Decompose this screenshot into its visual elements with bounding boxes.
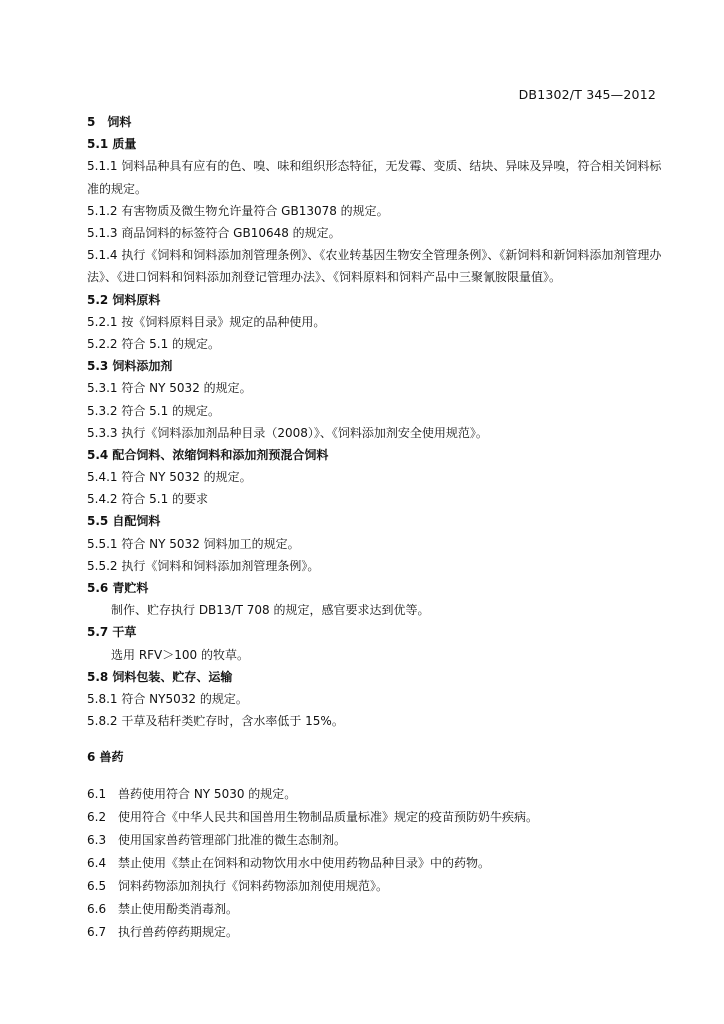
- section-5-1-title: 5.1 质量: [87, 137, 137, 152]
- clause-5-2-1: 5.2.1 按《饲料原料目录》规定的品种使用。: [87, 314, 326, 329]
- clause-5-6-text: 制作、贮存执行 DB13/T 708 的规定，感官要求达到优等。: [111, 603, 430, 618]
- list-item-number: 6.3: [87, 832, 107, 847]
- section-5-5-title: 5.5 自配饲料: [87, 514, 161, 529]
- clause-5-4-2: 5.4.2 符合 5.1 的要求: [87, 492, 209, 507]
- section-6-spacer: [87, 769, 662, 783]
- list-item: [87, 852, 662, 875]
- clause-5-3-2: 5.3.2 符合 5.1 的规定。: [87, 403, 221, 418]
- clause-5-8-1: 5.8.1 符合 NY5032 的规定。: [87, 691, 248, 706]
- list-item-text: 饲料药物添加剂执行《饲料药物添加剂使用规范》。: [118, 878, 389, 893]
- section-gap: [87, 732, 662, 746]
- clause-5-1-2: 5.1.2 有害物质及微生物允许量符合 GB13078 的规定。: [87, 203, 389, 218]
- list-item-text: 禁止使用酚类消毒剂。: [118, 901, 239, 916]
- list-item: [87, 921, 662, 944]
- clause-5-5-1: 5.5.1 符合 NY 5032 饲料加工的规定。: [87, 536, 300, 551]
- clause-5-8-2: 5.8.2 干草及秸秆类贮存时，含水率低于 15%。: [87, 714, 344, 729]
- document-code: DB1302/T 345—2012: [518, 87, 656, 102]
- section-5-6-title: 5.6 青贮料: [87, 581, 149, 595]
- list-item-text: 使用符合《中华人民共和国兽用生物制品质量标准》规定的疫苗预防奶牛疾病。: [118, 809, 539, 824]
- list-item: [87, 806, 662, 829]
- section-5-3-title: 5.3 饲料添加剂: [87, 359, 173, 374]
- section-5-8-title: 5.8 饲料包装、贮存、运输: [87, 669, 233, 684]
- list-item-text: 使用国家兽药管理部门批准的微生态制剂。: [118, 832, 347, 847]
- list-item-text: 兽药使用符合 NY 5030 的规定。: [118, 786, 297, 801]
- section-6-title: 6 兽药: [87, 750, 124, 765]
- section-5-title: 5 饲料: [87, 115, 132, 129]
- list-item-number: 6.1: [87, 786, 107, 801]
- section-5-7-title: 5.7 干草: [87, 625, 137, 640]
- clause-5-1-3: 5.1.3 商品饲料的标签符合 GB10648 的规定。: [87, 225, 341, 240]
- list-item-number: 6.7: [87, 924, 107, 939]
- clause-5-1-4: 5.1.4 执行《饲料和饲料添加剂管理条例》、《农业转基因生物安全管理条例》、《新饲料和新饲料添加剂管理办法》、《进口饲料和饲料添加剂登记管理办法》、《饲料原料和饲料产品中三聚氰胺限量值》。: [87, 248, 662, 285]
- list-item-number: 6.2: [87, 809, 107, 824]
- list-item-number: 6.6: [87, 901, 107, 916]
- clause-5-4-1: 5.4.1 符合 NY 5032 的规定。: [87, 470, 252, 485]
- list-item-text: 禁止使用《禁止在饲料和动物饮用水中使用药物品种目录》中的药物。: [118, 855, 491, 870]
- clause-5-7-text: 选用 RFV＞100 的牧草。: [111, 647, 249, 662]
- list-item-number: 6.4: [87, 855, 107, 870]
- list-item-text: 执行兽药停药期规定。: [118, 924, 239, 939]
- list-item: [87, 898, 662, 921]
- list-item: [87, 829, 662, 852]
- list-item: [87, 783, 662, 806]
- clause-5-5-2: 5.5.2 执行《饲料和饲料添加剂管理条例》。: [87, 558, 320, 573]
- section-5-4-title: 5.4 配合饲料、浓缩饲料和添加剂预混合饲料: [87, 447, 329, 462]
- clause-5-3-1: 5.3.1 符合 NY 5032 的规定。: [87, 381, 252, 396]
- list-item-number: 6.5: [87, 878, 107, 893]
- document-body: [87, 111, 662, 944]
- clause-5-1-1: 5.1.1 饲料品种具有应有的色、嗅、味和组织形态特征，无发霉、变质、结块、异味及异嗅，符合相关饲料标准的规定。: [87, 159, 662, 196]
- clause-5-2-2: 5.2.2 符合 5.1 的规定。: [87, 336, 221, 351]
- clause-5-3-3: 5.3.3 执行《饲料添加剂品种目录（2008）》、《饲料添加剂安全使用规范》。: [87, 425, 488, 440]
- list-item: [87, 875, 662, 898]
- section-5-2-title: 5.2 饲料原料: [87, 292, 161, 307]
